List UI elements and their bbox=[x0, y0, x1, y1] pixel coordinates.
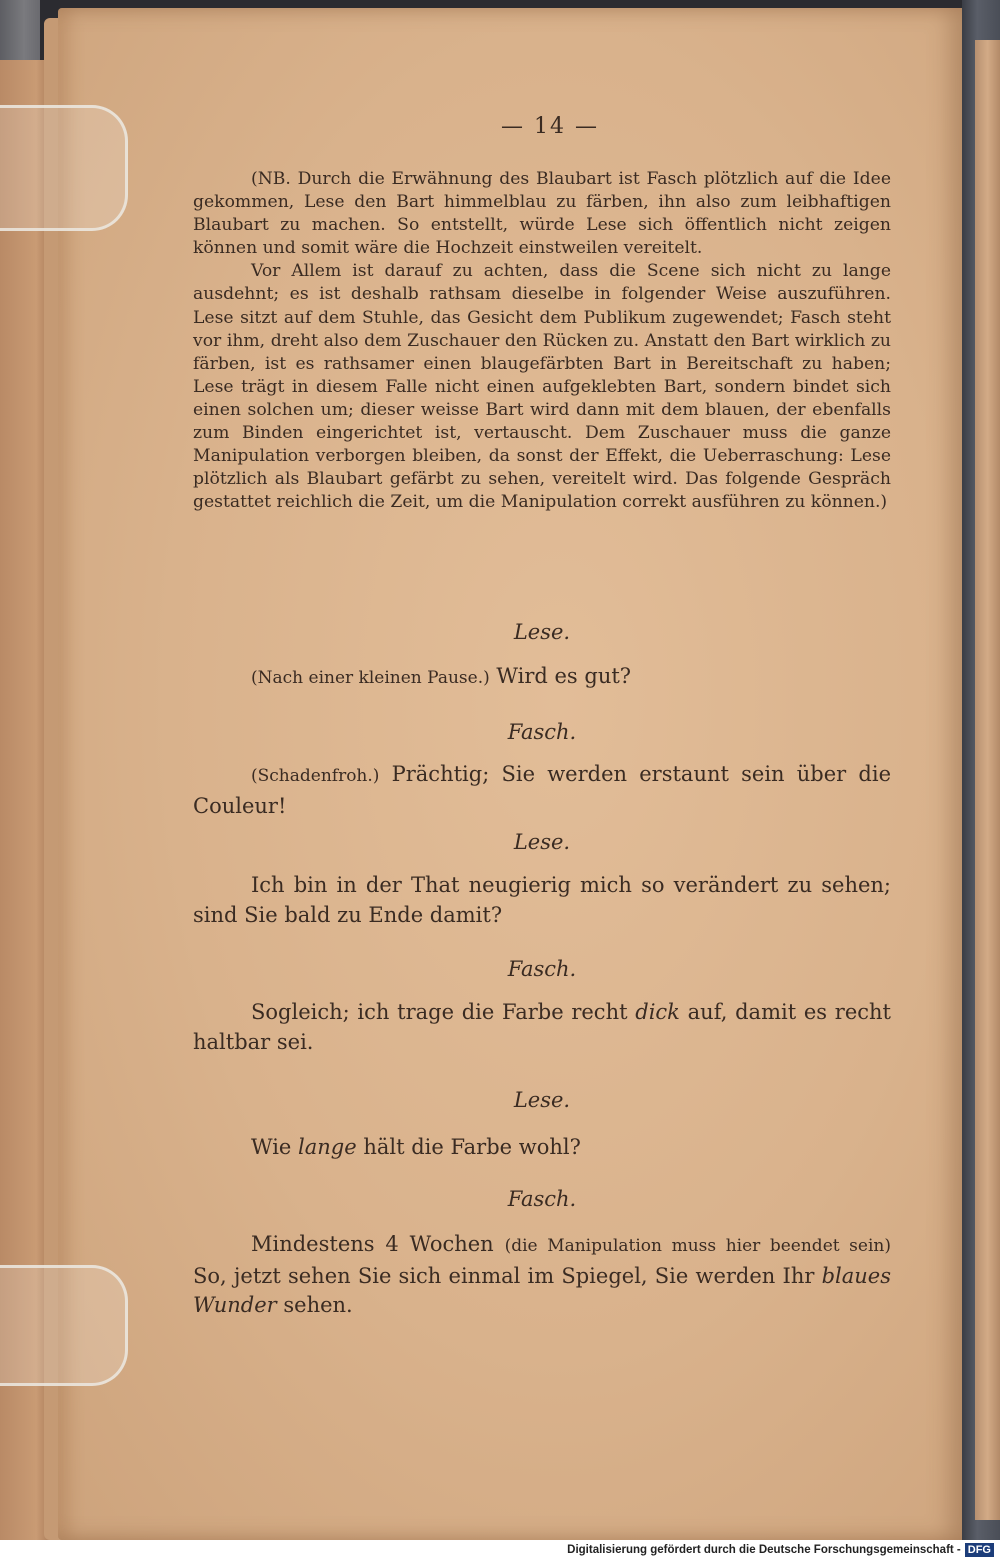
speaker-lese-2: Lese. bbox=[513, 830, 571, 854]
dialogue-text: So, jetzt sehen Sie sich einmal im Spiegel, Sie werden Ihr bbox=[193, 1263, 822, 1288]
speaker-lese-1: Lese. bbox=[513, 620, 571, 644]
dialogue-line-4 bbox=[193, 998, 891, 1057]
dialogue-text: Wie bbox=[251, 1135, 299, 1159]
book-cover-edge bbox=[975, 40, 1000, 1520]
dialogue-text: hält die Farbe wohl? bbox=[356, 1135, 581, 1159]
dfg-logo-icon: DFG bbox=[965, 1543, 994, 1557]
digitization-footer bbox=[0, 1540, 1000, 1561]
dialogue-text: Prächtig; Sie werden erstaunt sein über die Couleur! bbox=[193, 762, 891, 818]
stage-note bbox=[193, 168, 891, 514]
dialogue-line-5 bbox=[193, 1133, 891, 1163]
dialogue-text: Wird es gut? bbox=[489, 664, 632, 688]
page-holder-clip-top bbox=[0, 105, 128, 231]
dialogue-line-2 bbox=[193, 760, 891, 821]
emphasis-text: lange bbox=[298, 1135, 357, 1159]
dialogue-line-1 bbox=[193, 662, 891, 694]
page-number: — 14 — bbox=[501, 114, 599, 139]
stage-note-paragraph-2: Vor Allem ist darauf zu achten, dass die Scene sich nicht zu lange ausdehnt; es ist deshalb rathsam dieselbe in folgender Weise auszuführen. Lese sitzt auf dem Stuhle, das Gesicht dem Publikum zugewendet; Fasch steht vor ihm, dreht also dem Zuschauer den Rücken zu. Anstatt den Bart wirklich zu färben, ist es rathsamer einen blaugefärbten Bart in Bereitschaft zu haben; Lese trägt in diesem Falle nicht einen aufgeklebten Bart, sondern bindet sich einen solchen um; dieser weisse Bart wird dann mit dem blauen, der ebenfalls zum Binden eingerichtet ist, vertauscht. Dem Zuschauer muss die ganze Manipulation verborgen bleiben, da sonst der Effekt, die Ueberraschung: Lese plötzlich als Blaubart gefärbt zu sehen, vereitelt wird. Das folgende Gespräch gestattet reichlich die Zeit, um die Manipulation correkt ausführen zu können.) bbox=[193, 261, 891, 513]
stage-direction: (Nach einer kleinen Pause.) bbox=[251, 668, 490, 688]
stage-note-paragraph-1: (NB. Durch die Erwähnung des Blaubart ist Fasch plötzlich auf die Idee gekommen, Lese den Bart himmelblau zu färben, ihn also zum leibhaftigen Blaubart zu machen. So entstellt, würde Lese sich öffentlich nicht zeigen können und somit wäre die Hochzeit einstweilen vereitelt. bbox=[193, 169, 891, 259]
dialogue-line-3: Ich bin in der That neugierig mich so verändert zu sehen; sind Sie bald zu Ende damit? bbox=[193, 873, 891, 927]
stage-direction: (Schadenfroh.) bbox=[251, 766, 380, 786]
page-holder-clip-bottom bbox=[0, 1265, 128, 1386]
speaker-lese-3: Lese. bbox=[513, 1088, 571, 1112]
emphasis-text: dick bbox=[635, 1000, 680, 1024]
dialogue-text: auf, damit es recht haltbar sei. bbox=[193, 1000, 891, 1054]
footer-credit: Digitalisierung gefördert durch die Deutsche Forschungsgemeinschaft - bbox=[567, 1544, 961, 1556]
speaker-fasch-2: Fasch. bbox=[507, 957, 577, 981]
dialogue-line-6 bbox=[193, 1230, 891, 1321]
emphasis-text: blaues Wunder bbox=[193, 1263, 891, 1317]
speaker-fasch-1: Fasch. bbox=[507, 720, 577, 744]
dialogue-text: sehen. bbox=[276, 1293, 353, 1317]
dialogue-text: Sogleich; ich trage die Farbe recht bbox=[251, 1000, 636, 1024]
dialogue-text: Mindestens 4 Wochen bbox=[251, 1232, 505, 1256]
stage-direction: (die Manipulation muss hier beendet sein) bbox=[504, 1236, 891, 1256]
speaker-fasch-3: Fasch. bbox=[507, 1187, 577, 1211]
